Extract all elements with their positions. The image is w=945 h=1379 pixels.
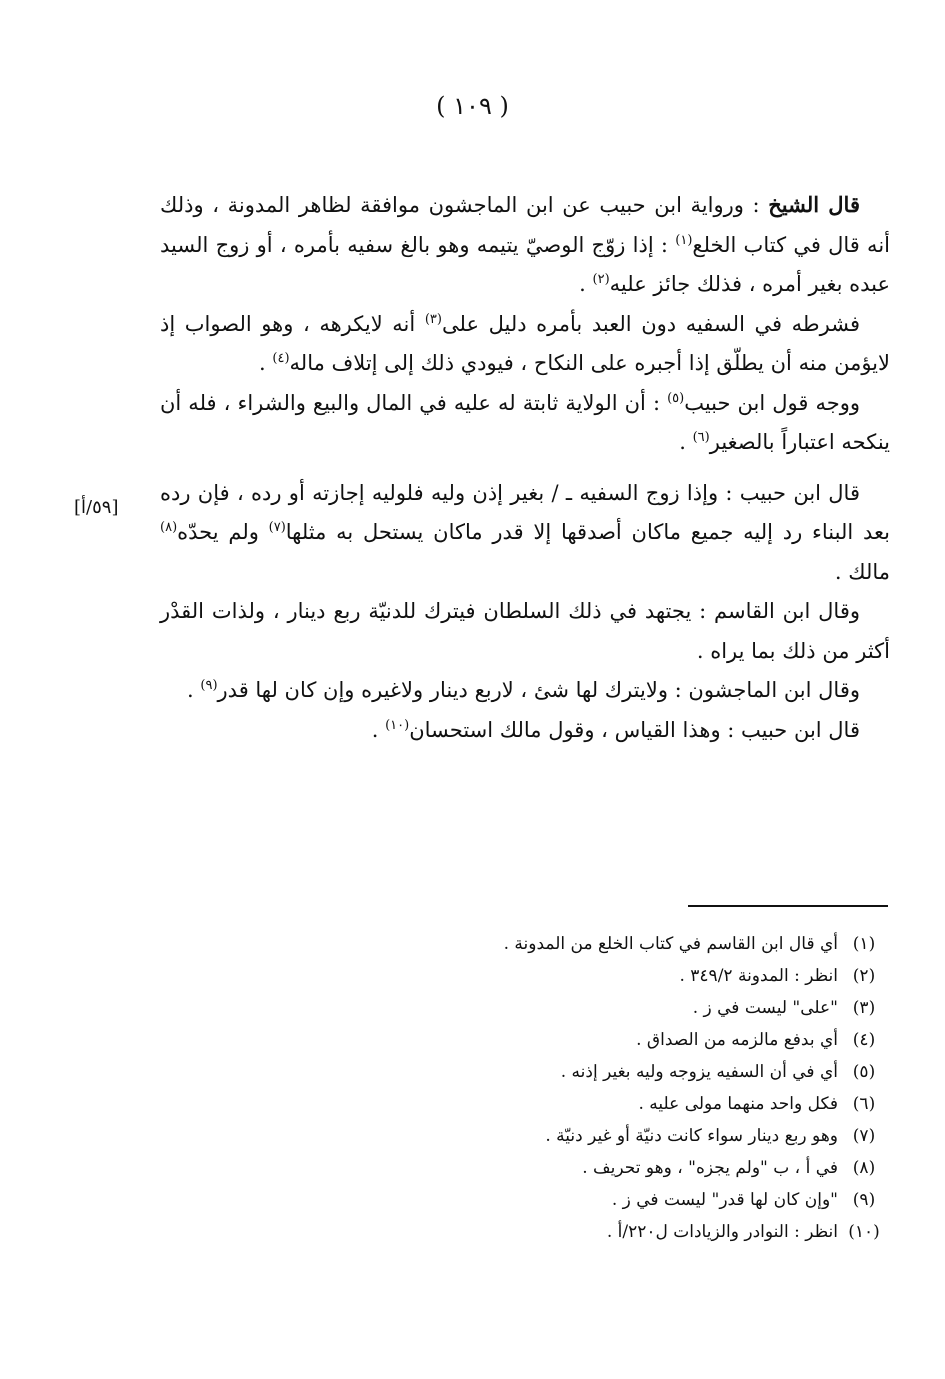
paragraph-6 (160, 671, 890, 711)
paragraph-lead: قال الشيخ (768, 192, 860, 217)
footnote-separator (688, 905, 888, 907)
paragraph-text: مالك . (834, 559, 890, 584)
manuscript-folio-marker: [٥٩/أ] (74, 497, 119, 518)
footnote-number: (٩) (852, 1190, 876, 1210)
footnote-number: (١) (852, 934, 876, 954)
footnote-item (370, 1056, 890, 1088)
footnote-text: "وإن كان لها قدر" ليست في ز . (611, 1190, 838, 1210)
paragraph-text: . (187, 678, 201, 702)
footnote-text: أي قال ابن القاسم في كتاب الخلع من المدونة . (503, 934, 838, 954)
paragraph-text: . (679, 430, 693, 454)
paragraph-1 (160, 185, 890, 305)
paragraph-text: . (579, 272, 593, 296)
footnote-text: فكل واحد منهما مولى عليه . (638, 1094, 838, 1114)
footnote-text: أي في أن السفيه يزوجه وليه بغير إذنه . (560, 1062, 838, 1082)
paragraph-text: : إذا زوّج الوصيّ يتيمه وهو بالغ سفيه بأمره ، أو زوج السيد عبده بغير أمره ، فذلك جائز عليه (160, 232, 890, 296)
paragraph-text: . (259, 351, 273, 375)
footnote-text: وهو ربع دينار سواء كانت دنيّة أو غير دنيّة . (545, 1126, 838, 1146)
paragraph-text: وقال ابن الماجشون : ولايترك لها شئ ، لاربع دينار ولاغيره وإن كان لها قدر (217, 678, 860, 702)
footnote-text: أي بدفع مالزمه من الصداق . (636, 1030, 838, 1050)
paragraph-text: : ورواية ابن حبيب عن ابن الماجشون موافقة لظاهر المدونة ، وذلك أنه قال في كتاب الخلع (160, 193, 890, 257)
footnote-item (370, 1088, 890, 1120)
footnote-item (370, 992, 890, 1024)
footnote-reference[interactable]: (٣) (424, 311, 442, 327)
footnote-text: "على" ليست في ز . (692, 998, 838, 1018)
footnote-item (370, 1184, 890, 1216)
footnote-reference[interactable]: (٥) (667, 390, 685, 406)
footnote-number: (٨) (852, 1158, 876, 1178)
paragraph-text: فشرطه في السفيه دون العبد بأمره دليل على (441, 311, 860, 336)
paragraph-text: وقال ابن القاسم : يجتهد في ذلك السلطان فيترك للدنيّة ربع دينار ، ولذات القدْر أكثر من ذلك بما يراه . (160, 599, 890, 663)
footnote-reference[interactable]: (٤) (272, 351, 290, 366)
paragraph-2 (160, 305, 890, 384)
paragraph-text: ولم يحدّه (177, 520, 269, 544)
footnote-number: (١٠) (848, 1222, 880, 1242)
paragraph-5 (160, 592, 890, 671)
page-number: ( ١٠٩ ) (436, 92, 509, 120)
paragraph-text: ووجه قول ابن حبيب (684, 390, 860, 415)
footnote-number: (٤) (852, 1030, 876, 1050)
footnote-item (370, 1120, 890, 1152)
footnote-item (370, 1024, 890, 1056)
footnote-item (370, 928, 890, 960)
footnote-reference[interactable]: (٨) (160, 520, 178, 535)
footnote-reference[interactable]: (١) (675, 232, 693, 248)
footnote-number: (٧) (852, 1126, 876, 1146)
footnote-reference[interactable]: (٢) (592, 272, 610, 287)
footnote-number: (٥) (852, 1062, 876, 1082)
paragraph-text: قال ابن حبيب : وإذا زوج السفيه ـ / بغير إذن وليه فلوليه إجازته أو رده ، فإن رده بعد البناء رد إليه جميع ماكان أصدقها إلا قدر ماكان يستحل به مثلها (160, 480, 890, 544)
footnote-reference[interactable]: (١٠) (385, 717, 410, 733)
footnote-number: (٦) (852, 1094, 876, 1114)
footnote-item (370, 1216, 890, 1248)
main-text (160, 185, 890, 750)
footnotes-list (370, 928, 890, 1248)
paragraph-text: : أن الولاية ثابتة له عليه في المال والبيع والشراء ، فله أن ينكحه اعتباراً بالصغير (160, 390, 890, 454)
footnote-number: (٢) (852, 966, 876, 986)
footnote-reference[interactable]: (٩) (200, 678, 218, 693)
paragraph-text: قال ابن حبيب : وهذا القياس ، وقول مالك استحسان (409, 717, 860, 742)
footnote-text: انظر : المدونة ٣٤٩/٢ . (679, 966, 838, 986)
footnote-item (370, 1152, 890, 1184)
paragraph-4 (160, 474, 890, 593)
paragraph-text: أنه لايكرهه ، وهو الصواب إذ لايؤمن منه أن يطلّق إذا أجبره على النكاح ، فيودي ذلك إلى إتلاف ماله (160, 311, 890, 375)
paragraph-text: . (371, 717, 386, 742)
footnote-item (370, 960, 890, 992)
paragraph-3 (160, 384, 890, 463)
paragraph-7 (160, 711, 890, 751)
footnote-text: انظر : النوادر والزيادات ل٢٢٠/أ . (606, 1222, 838, 1242)
footnote-reference[interactable]: (٦) (692, 430, 710, 445)
footnote-number: (٣) (852, 998, 876, 1018)
footnote-reference[interactable]: (٧) (268, 520, 286, 535)
footnote-text: في أ ، ب "ولم يجزه" ، وهو تحريف . (582, 1158, 838, 1178)
